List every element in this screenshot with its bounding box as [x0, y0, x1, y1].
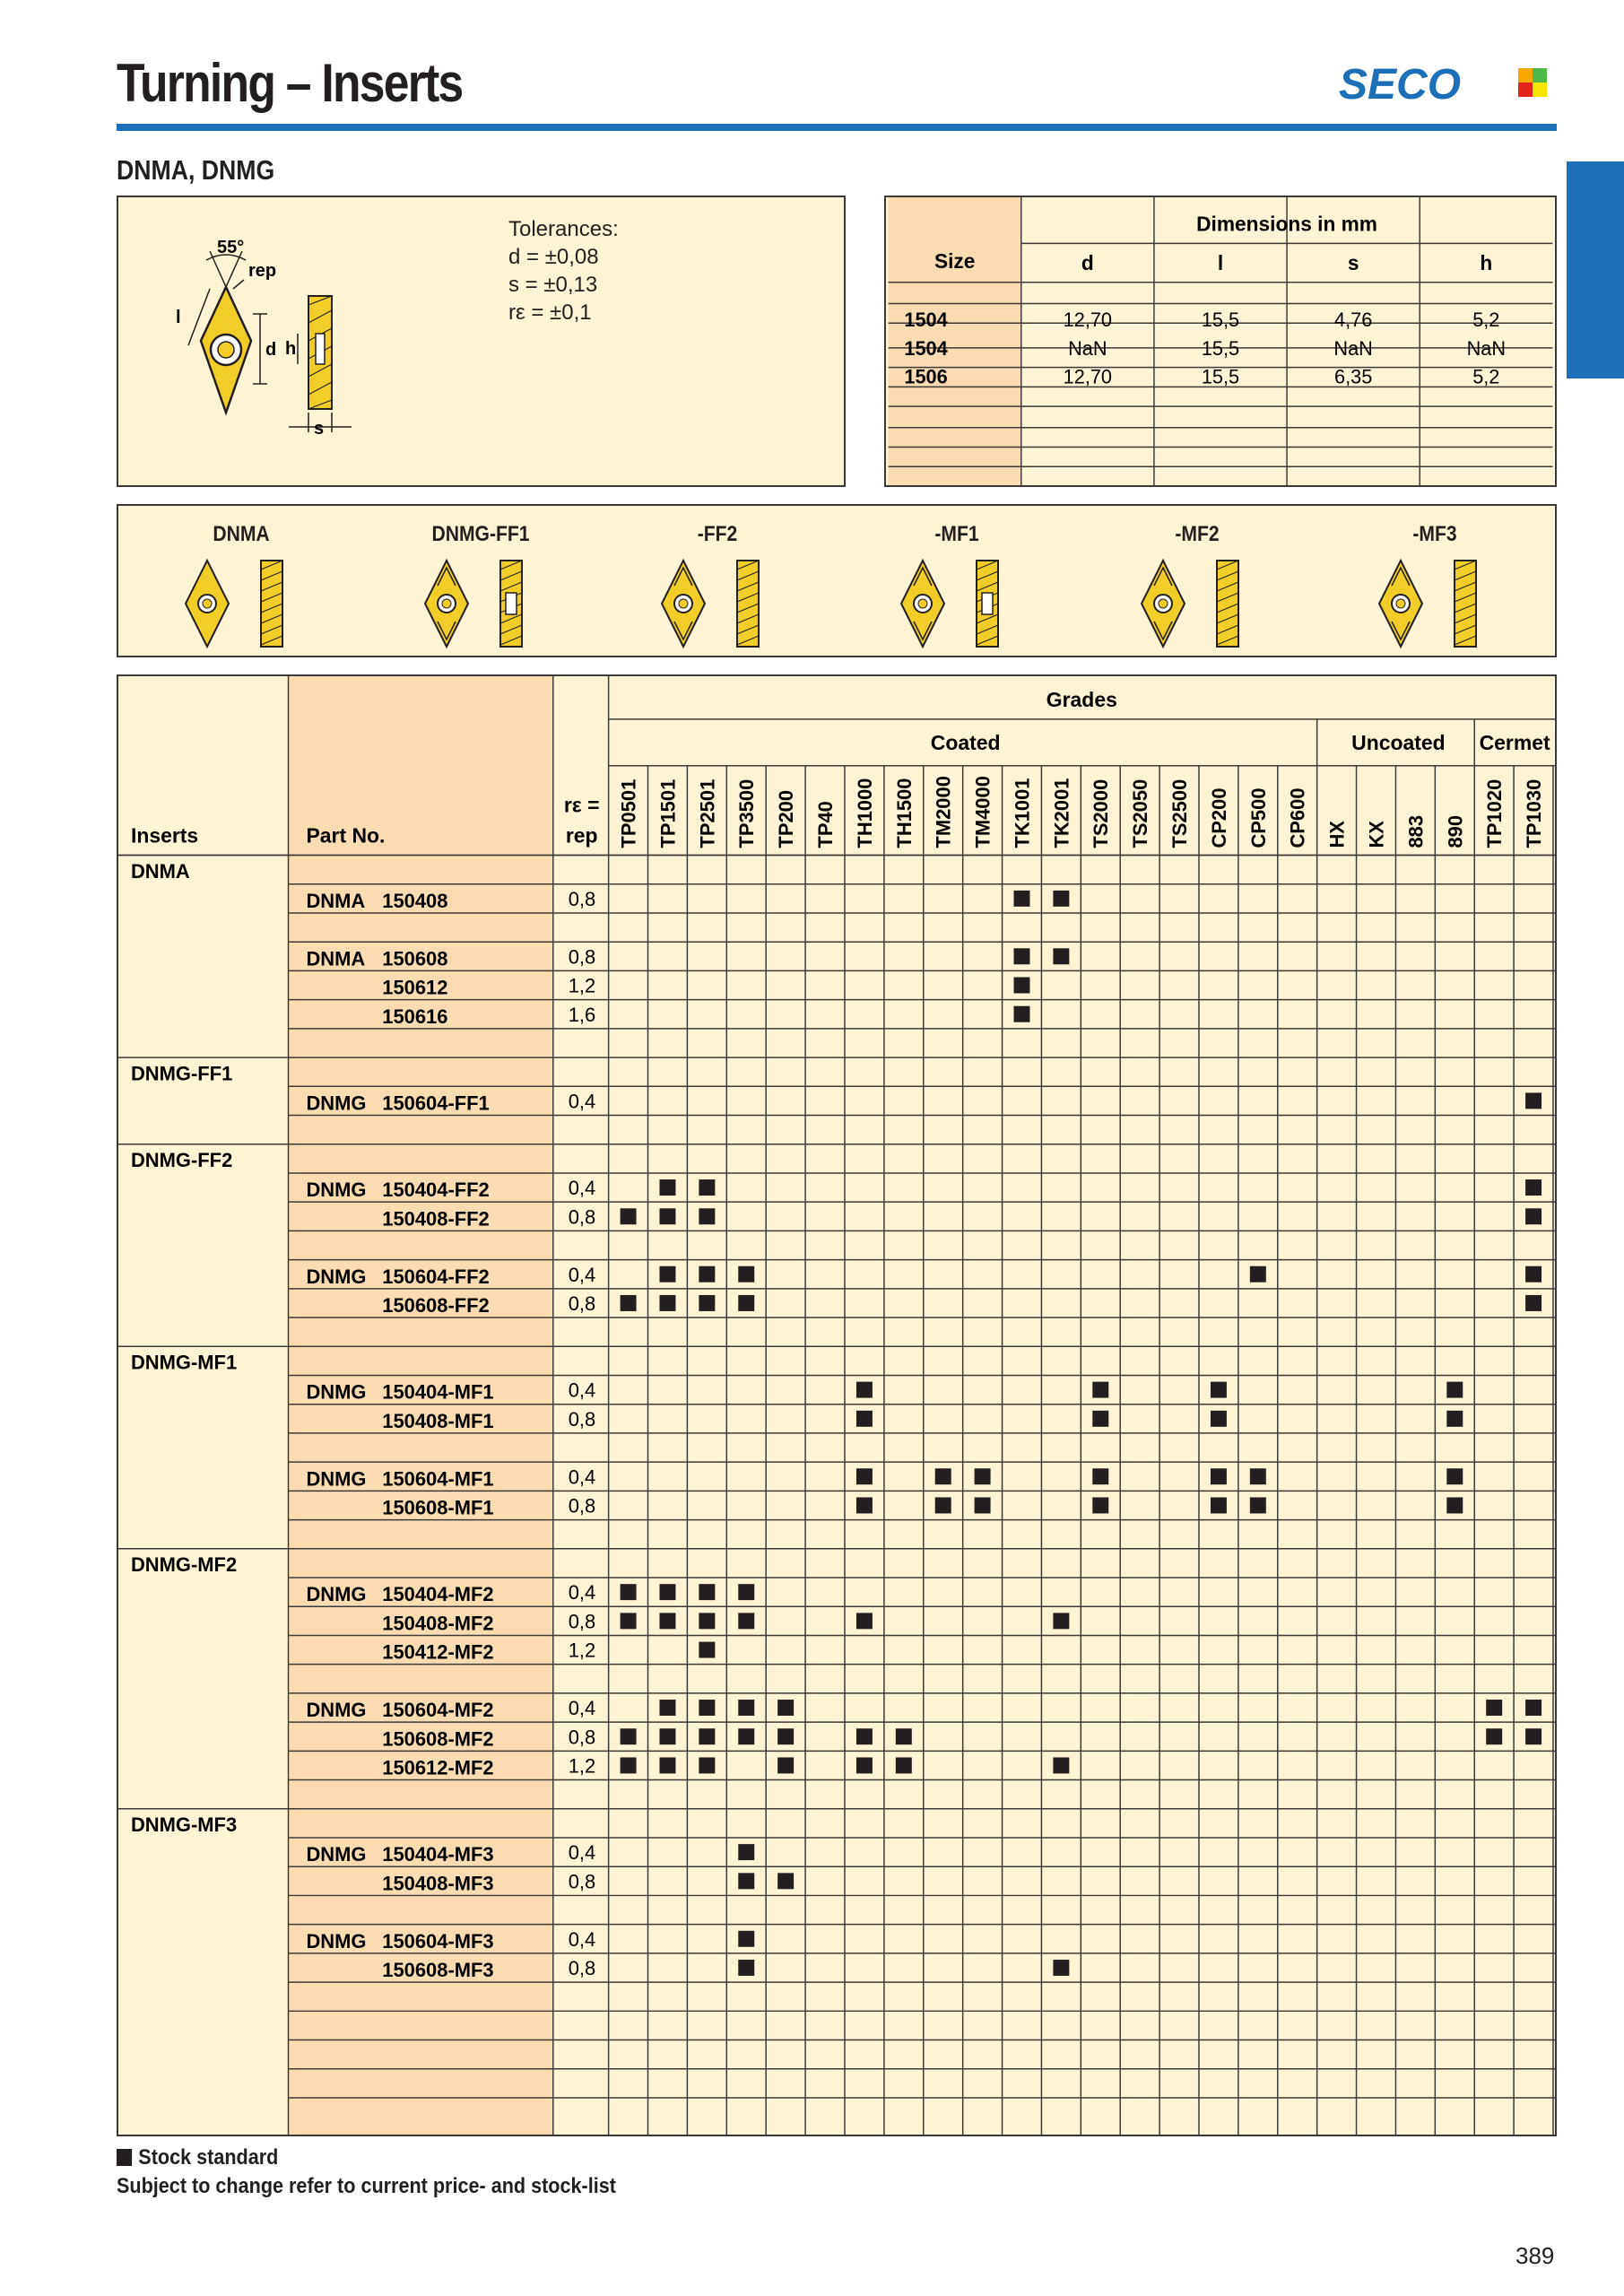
stock-mark [621, 1728, 637, 1744]
corner-radius: 1,2 [568, 974, 596, 997]
stock-mark [738, 1584, 754, 1600]
stock-mark [659, 1757, 675, 1773]
stock-mark [621, 1584, 637, 1600]
part-number: 150604-MF3 [382, 1929, 494, 1952]
dimension-cell: 12,70 [1063, 365, 1113, 388]
part-prefix: DNMG [306, 1699, 367, 1722]
corner-radius: 1,6 [568, 1003, 596, 1026]
grades-header: Grades [1046, 687, 1117, 711]
part-number: 150604-MF1 [382, 1467, 494, 1491]
grade-column-header: 890 [1444, 814, 1467, 848]
size-cell: 1506 [904, 365, 948, 388]
part-number: 150408 [382, 889, 448, 912]
size-cell: 1504 [904, 309, 948, 332]
part-number: 150408-MF1 [382, 1409, 494, 1432]
part-number: 150604-FF1 [382, 1091, 490, 1115]
corner-radius: 0,8 [568, 945, 596, 969]
shape-label: DNMA [213, 522, 270, 546]
stock-mark [1486, 1700, 1502, 1716]
coated-header: Coated [930, 730, 1001, 754]
stock-mark [856, 1613, 873, 1629]
stock-mark [738, 1931, 754, 1947]
stock-mark [621, 1295, 637, 1311]
stock-mark [1446, 1382, 1463, 1398]
stock-mark [856, 1468, 873, 1484]
insert-shape-icon [1363, 555, 1507, 654]
corner-radius: 1,2 [568, 1639, 596, 1662]
insert-shape-icon [1125, 555, 1269, 654]
brand-text: SECO [1339, 61, 1462, 106]
part-number: 150616 [382, 1004, 448, 1028]
stock-mark [1446, 1468, 1463, 1484]
part-number: 150608-MF3 [382, 1959, 494, 1982]
stock-mark [699, 1295, 715, 1311]
s-label: s [314, 419, 325, 439]
stock-mark [1092, 1411, 1108, 1427]
stock-mark [1446, 1411, 1463, 1427]
stock-mark [699, 1208, 715, 1224]
angle-label: 55° [217, 238, 245, 257]
stock-mark [659, 1613, 675, 1629]
grade-column-header: TP1020 [1483, 778, 1507, 848]
stock-mark [1053, 891, 1069, 907]
stock-mark [659, 1266, 675, 1283]
stock-mark [975, 1497, 991, 1513]
stock-mark [856, 1411, 873, 1427]
corner-radius: 0,4 [568, 1090, 596, 1113]
stock-mark [935, 1497, 951, 1513]
stock-mark [777, 1728, 794, 1744]
re-header-rep: rep [565, 823, 598, 848]
stock-mark [699, 1642, 715, 1658]
dimension-cell: 5,2 [1472, 309, 1500, 332]
grade-column-header: TK2001 [1050, 778, 1073, 848]
stock-mark [659, 1584, 675, 1600]
stock-mark [659, 1295, 675, 1311]
tolerance-line: rε = ±0,1 [508, 300, 592, 325]
dimension-cell: 4,76 [1334, 309, 1373, 332]
stock-mark [621, 1208, 637, 1224]
stock-mark [1211, 1382, 1227, 1398]
corner-radius: 0,4 [568, 1378, 596, 1402]
shape-label: -MF3 [1412, 522, 1457, 546]
shape-label: -FF2 [697, 522, 738, 546]
corner-radius: 0,8 [568, 887, 596, 910]
section-tab [1567, 161, 1624, 378]
tolerance-panel [117, 196, 846, 487]
part-number: 150612 [382, 976, 448, 999]
shape-label: -MF2 [1175, 522, 1220, 546]
insert-shape-icon [646, 555, 789, 654]
stock-mark [856, 1497, 873, 1513]
page-subtitle: DNMA, DNMG [117, 154, 275, 186]
dimension-cell: NaN [1466, 336, 1507, 360]
stock-mark [699, 1728, 715, 1744]
part-number: 150404-MF2 [382, 1583, 494, 1606]
corner-radius: 0,8 [568, 1494, 596, 1518]
stock-mark [1053, 1757, 1069, 1773]
inserts-header: Inserts [130, 823, 199, 848]
part-number: 150604-FF2 [382, 1265, 490, 1288]
grade-column-header: TP1030 [1523, 778, 1546, 848]
size-header: Size [934, 249, 976, 274]
corner-radius: 0,8 [568, 1610, 596, 1633]
stock-mark [738, 1728, 754, 1744]
stock-mark [856, 1728, 873, 1744]
uncoated-header: Uncoated [1351, 730, 1446, 754]
part-prefix: DNMA [306, 947, 366, 970]
stock-mark [1525, 1092, 1541, 1109]
stock-square-icon [117, 2149, 132, 2166]
dimension-column-header: h [1480, 250, 1493, 274]
stock-mark [1525, 1208, 1541, 1224]
dimension-cell: NaN [1068, 336, 1107, 360]
dimension-cell: 15,5 [1201, 365, 1240, 388]
shape-label: DNMG-FF1 [431, 522, 530, 546]
grade-column-header: TP200 [775, 789, 798, 848]
insert-shapes-strip [117, 504, 1557, 657]
grade-column-header: TP0501 [617, 778, 640, 848]
part-prefix: DNMG [306, 1843, 367, 1866]
dimension-cell: 15,5 [1201, 309, 1240, 332]
rep-label: rep [248, 261, 277, 281]
part-number: 150408-MF2 [382, 1612, 494, 1635]
grade-column-header: TK1001 [1011, 778, 1034, 848]
stock-mark [856, 1757, 873, 1773]
insert-shape-icon [169, 555, 313, 654]
corner-radius: 0,4 [568, 1841, 596, 1865]
stock-mark [621, 1757, 637, 1773]
corner-radius: 0,4 [568, 1697, 596, 1720]
grade-column-header: TP3500 [735, 778, 759, 848]
grade-column-header: TH1500 [892, 778, 916, 848]
stock-mark [975, 1468, 991, 1484]
tolerance-line: d = ±0,08 [508, 245, 599, 269]
grade-column-header: TM2000 [932, 776, 955, 848]
dimension-cell: NaN [1333, 336, 1373, 360]
stock-mark [659, 1179, 675, 1196]
stock-mark [699, 1700, 715, 1716]
stock-mark [1211, 1411, 1227, 1427]
part-number: 150608-MF1 [382, 1496, 494, 1519]
part-number: 150404-FF2 [382, 1178, 490, 1202]
part-prefix: DNMG [306, 1178, 367, 1202]
corner-radius: 0,8 [568, 1957, 596, 1980]
part-number: 150612-MF2 [382, 1756, 494, 1779]
part-prefix: DNMG [306, 1380, 367, 1404]
corner-radius: 0,4 [568, 1465, 596, 1489]
stock-mark [738, 1700, 754, 1716]
stock-mark [659, 1700, 675, 1716]
stock-mark [896, 1728, 912, 1744]
stock-mark [1525, 1728, 1541, 1744]
tolerance-line: Tolerances: [508, 217, 619, 241]
dimension-column-header: d [1081, 250, 1094, 274]
dimension-column-header: l [1217, 250, 1224, 274]
corner-radius: 0,4 [568, 1177, 596, 1200]
dimensions-group-header: Dimensions in mm [1196, 212, 1378, 236]
grade-column-header: CP600 [1286, 787, 1309, 848]
part-number: 150604-MF2 [382, 1699, 494, 1722]
grade-column-header: TH1000 [853, 778, 876, 848]
stock-mark [1014, 891, 1030, 907]
dimensions-table [884, 196, 1557, 487]
stock-mark [777, 1757, 794, 1773]
shape-label: -MF1 [934, 522, 979, 546]
grade-column-header: TS2500 [1168, 778, 1192, 848]
stock-mark [777, 1700, 794, 1716]
corner-radius: 0,8 [568, 1870, 596, 1893]
stock-mark [1525, 1266, 1541, 1283]
grade-column-header: CP500 [1246, 787, 1270, 848]
title-rule [117, 124, 1557, 131]
stock-mark [1525, 1700, 1541, 1716]
part-number: 150608-MF2 [382, 1727, 494, 1751]
grade-column-header: TP1501 [656, 778, 680, 848]
legend-stock-text: Stock standard [138, 2145, 279, 2170]
part-prefix: DNMG [306, 1091, 367, 1115]
part-prefix: DNMG [306, 1265, 367, 1288]
d-label: d [265, 340, 277, 360]
stock-mark [1053, 1960, 1069, 1976]
part-prefix: DNMG [306, 1929, 367, 1952]
stock-mark [1486, 1728, 1502, 1744]
stock-mark [621, 1613, 637, 1629]
part-number: 150404-MF1 [382, 1380, 494, 1404]
stock-mark [1092, 1382, 1108, 1398]
part-prefix: DNMA [306, 889, 366, 912]
stock-mark [738, 1613, 754, 1629]
stock-mark [659, 1208, 675, 1224]
stock-mark [1525, 1295, 1541, 1311]
stock-mark [1053, 948, 1069, 964]
part-number: 150408-FF2 [382, 1207, 490, 1231]
insert-group-label: DNMG-MF3 [130, 1813, 238, 1837]
stock-mark [1092, 1497, 1108, 1513]
stock-mark [1014, 978, 1030, 994]
grade-column-header: TM4000 [971, 776, 994, 848]
tolerance-text [508, 215, 619, 326]
stock-mark [699, 1757, 715, 1773]
stock-mark [896, 1757, 912, 1773]
grade-column-header: KX [1365, 821, 1388, 848]
part-number: 150608 [382, 947, 448, 970]
corner-radius: 0,8 [568, 1205, 596, 1229]
corner-radius: 0,8 [568, 1292, 596, 1316]
part-prefix: DNMG [306, 1583, 367, 1606]
page-title: Turning – Inserts [117, 53, 463, 113]
dimension-cell: 15,5 [1201, 336, 1240, 360]
part-number: 150608-FF2 [382, 1294, 490, 1318]
part-number-header: Part No. [306, 823, 386, 848]
stock-mark [1250, 1497, 1266, 1513]
stock-mark [935, 1468, 951, 1484]
dimension-cell: 5,2 [1472, 365, 1500, 388]
stock-mark [1092, 1468, 1108, 1484]
page-number: 389 [1515, 2242, 1555, 2269]
stock-mark [738, 1844, 754, 1860]
stock-mark [738, 1960, 754, 1976]
insert-shape-icon [885, 555, 1029, 654]
corner-radius: 0,8 [568, 1407, 596, 1431]
stock-mark [699, 1584, 715, 1600]
re-header: rε = [563, 793, 600, 817]
stock-mark [1211, 1497, 1227, 1513]
stock-mark [699, 1179, 715, 1196]
part-number: 150408-MF3 [382, 1872, 494, 1895]
insert-geometry-diagram [154, 224, 352, 439]
stock-mark [1250, 1468, 1266, 1484]
h-label: h [285, 339, 297, 359]
size-cell: 1504 [904, 336, 948, 360]
stock-mark [1250, 1266, 1266, 1283]
grade-column-header: TP40 [814, 801, 838, 848]
corner-radius: 0,8 [568, 1726, 596, 1749]
insert-group-label: DNMA [130, 859, 190, 883]
length-label: l [176, 308, 181, 327]
tolerance-line: s = ±0,13 [508, 273, 598, 297]
stock-mark [777, 1873, 794, 1889]
stock-mark [738, 1295, 754, 1311]
cermet-header: Cermet [1479, 730, 1550, 754]
grade-column-header: TP2501 [696, 778, 719, 848]
stock-mark [699, 1613, 715, 1629]
grade-column-header: 883 [1404, 814, 1428, 848]
dimension-cell: 12,70 [1063, 309, 1113, 332]
stock-mark [1014, 948, 1030, 964]
stock-mark [856, 1382, 873, 1398]
grades-table [117, 674, 1557, 2136]
part-number: 150404-MF3 [382, 1843, 494, 1866]
corner-radius: 0,4 [568, 1581, 596, 1605]
legend-stock [117, 2145, 278, 2170]
dimension-cell: 6,35 [1334, 365, 1373, 388]
stock-mark [1053, 1613, 1069, 1629]
part-prefix: DNMG [306, 1467, 367, 1491]
insert-group-label: DNMG-MF2 [130, 1553, 238, 1577]
legend-note: Subject to change refer to current price- and stock-list [117, 2174, 616, 2198]
stock-mark [738, 1266, 754, 1283]
part-number: 150412-MF2 [382, 1640, 494, 1664]
insert-shape-icon [409, 555, 552, 654]
corner-radius: 0,4 [568, 1263, 596, 1286]
insert-group-label: DNMG-FF1 [130, 1062, 233, 1085]
stock-mark [738, 1873, 754, 1889]
grade-column-header: CP200 [1207, 787, 1230, 848]
stock-mark [1014, 1006, 1030, 1022]
stock-mark [699, 1266, 715, 1283]
grade-column-header: TS2050 [1129, 778, 1152, 848]
stock-mark [1211, 1468, 1227, 1484]
stock-mark [1525, 1179, 1541, 1196]
stock-mark [659, 1728, 675, 1744]
stock-mark [1446, 1497, 1463, 1513]
insert-group-label: DNMG-FF2 [130, 1148, 233, 1171]
corner-radius: 0,4 [568, 1927, 596, 1951]
insert-group-label: DNMG-MF1 [130, 1351, 238, 1374]
grade-column-header: HX [1325, 821, 1349, 848]
seco-logo [1339, 61, 1550, 106]
corner-radius: 1,2 [568, 1754, 596, 1778]
grade-column-header: TS2000 [1090, 778, 1113, 848]
dimension-column-header: s [1347, 250, 1359, 274]
